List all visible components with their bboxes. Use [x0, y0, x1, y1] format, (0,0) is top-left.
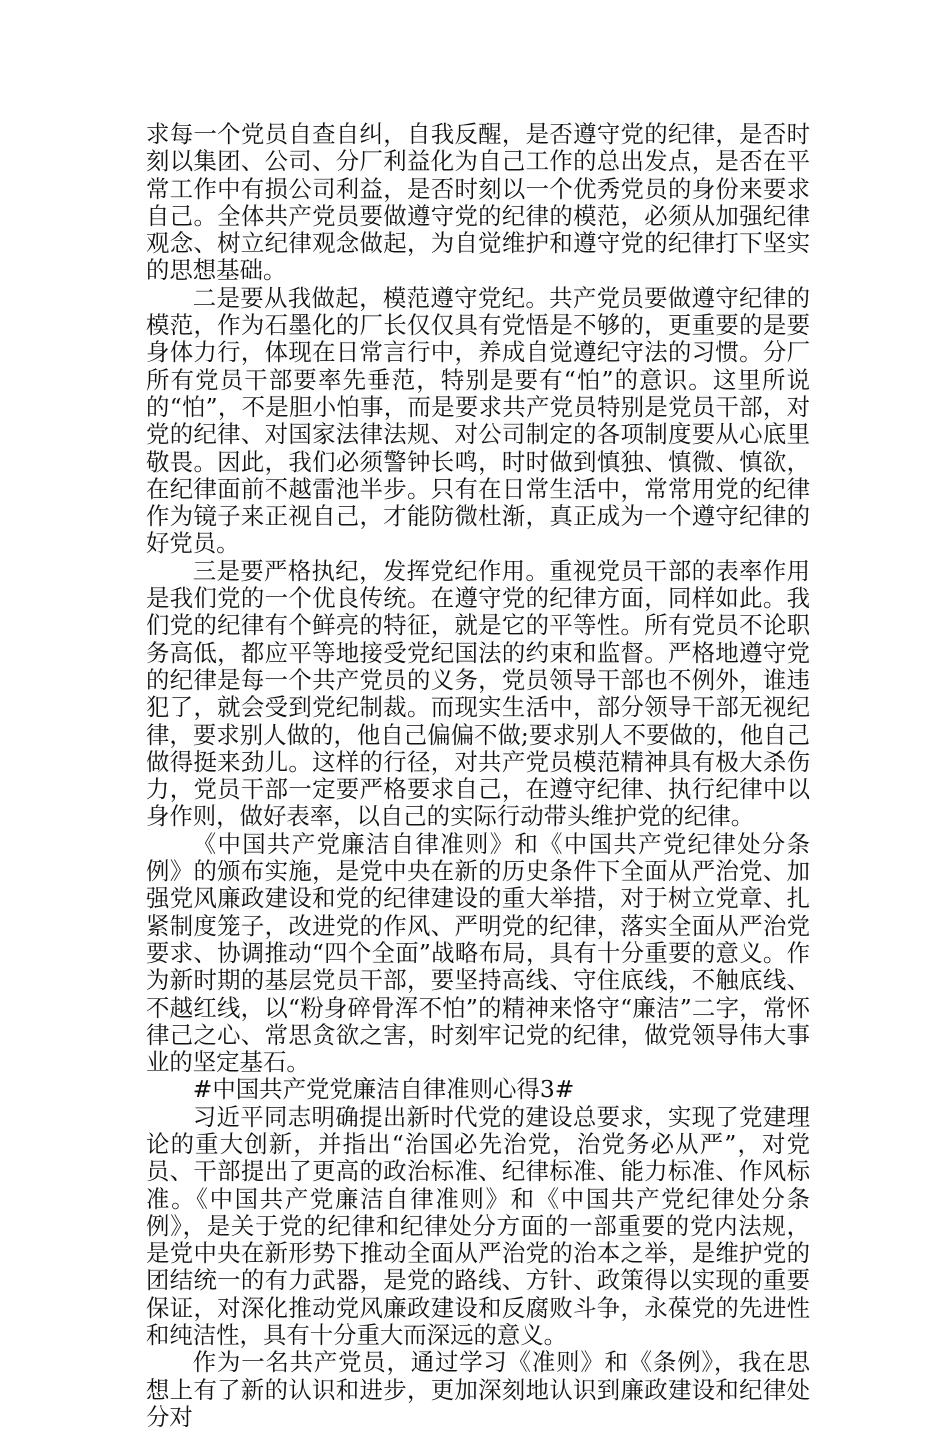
paragraph-as-member: 作为一名共产党员，通过学习《准则》和《条例》，我在思想上有了新的认识和进步，更加深刻地认识到廉政建设和纪律处分对 [146, 1348, 810, 1431]
paragraph-point-two: 二是要从我做起，模范遵守党纪。共产党员要做遵守纪律的模范，作为石墨化的厂长仅仅具有党悟是不够的，更重要的是要身体力行，体现在日常言行中，养成自觉遵纪守法的习惯。分厂所有党员干部要率先垂范，特别是要有“怕”的意识。这里所说的“怕”，不是胆小怕事，而是要求共产党员特别是党员干部，对党的纪律、对国家法律法规、对公司制定的各项制度要从心底里敬畏。因此，我们必须警钟长鸣，时时做到慎独、慎微、慎欲，在纪律面前不越雷池半步。只有在日常生活中，常常用党的纪律作为镜子来正视自己，才能防微杜渐，真正成为一个遵守纪律的好党员。 [146, 283, 810, 558]
paragraph-regulations: 《中国共产党廉洁自律准则》和《中国共产党纪律处分条例》的颁布实施，是党中央在新的历史条件下全面从严治党、加强党风廉政建设和党的纪律建设的重大举措，对于树立党章、扎紧制度笼子，改进党的作风、严明党的纪律，落实全面从严治党要求、协调推动“四个全面”战略布局，具有十分重要的意义。作为新时期的基层党员干部，要坚持高线、守住底线，不触底线、不越红线，以“粉身碎骨浑不怕”的精神来恪守“廉洁”二字，常怀律己之心、常思贪欲之害，时刻牢记党的纪律，做党领导伟大事业的坚定基石。 [146, 829, 810, 1077]
paragraph-continuation: 求每一个党员自查自纠，自我反醒，是否遵守党的纪律，是否时刻以集团、公司、分厂利益化为自己工作的总出发点，是否在平常工作中有损公司利益，是否时刻以一个优秀党员的身份来要求自己。全体共产党员要做遵守党的纪律的模范，必须从加强纪律观念、树立纪律观念做起，为自觉维护和遵守党的纪律打下坚实的思想基础。 [146, 120, 810, 285]
section-heading: #中国共产党党廉洁自律准则心得3# [192, 1075, 575, 1104]
paragraph-new-era: 习近平同志明确提出新时代党的建设总要求，实现了党建理论的重大创新，并指出“治国必先治党，治党务必从严”，对党员、干部提出了更高的政治标准、纪律标准、能力标准、作风标准。《中国共产党廉洁自律准则》和《中国共产党纪律处分条例》，是关于党的纪律和纪律处分方面的一部重要的党内法规，是党中央在新形势下推动全面从严治党的治本之举，是维护党的团结统一的有力武器，是党的路线、方针、政策得以实现的重要保证，对深化推动党风廉政建设和反腐败斗争，永葆党的先进性和纯洁性，具有十分重大而深远的意义。 [146, 1102, 810, 1350]
paragraph-point-three: 三是要严格执纪，发挥党纪作用。重视党员干部的表率作用是我们党的一个优良传统。在遵守党的纪律方面，同样如此。我们党的纪律有个鲜亮的特征，就是它的平等性。所有党员不论职务高低，都应平等地接受党纪国法的约束和监督。严格地遵守党的纪律是每一个共产党员的义务，党员领导干部也不例外，谁违犯了，就会受到党纪制裁。而现实生活中，部分领导干部无视纪律，要求别人做的，他自己偏偏不做;要求别人不要做的，他自己做得挺来劲儿。这样的行径，对共产党员模范精神具有极大杀伤力，党员干部一定要严格要求自己，在遵守纪律、执行纪律中以身作则，做好表率，以自己的实际行动带头维护党的纪律。 [146, 556, 810, 831]
document-body [146, 121, 810, 1431]
